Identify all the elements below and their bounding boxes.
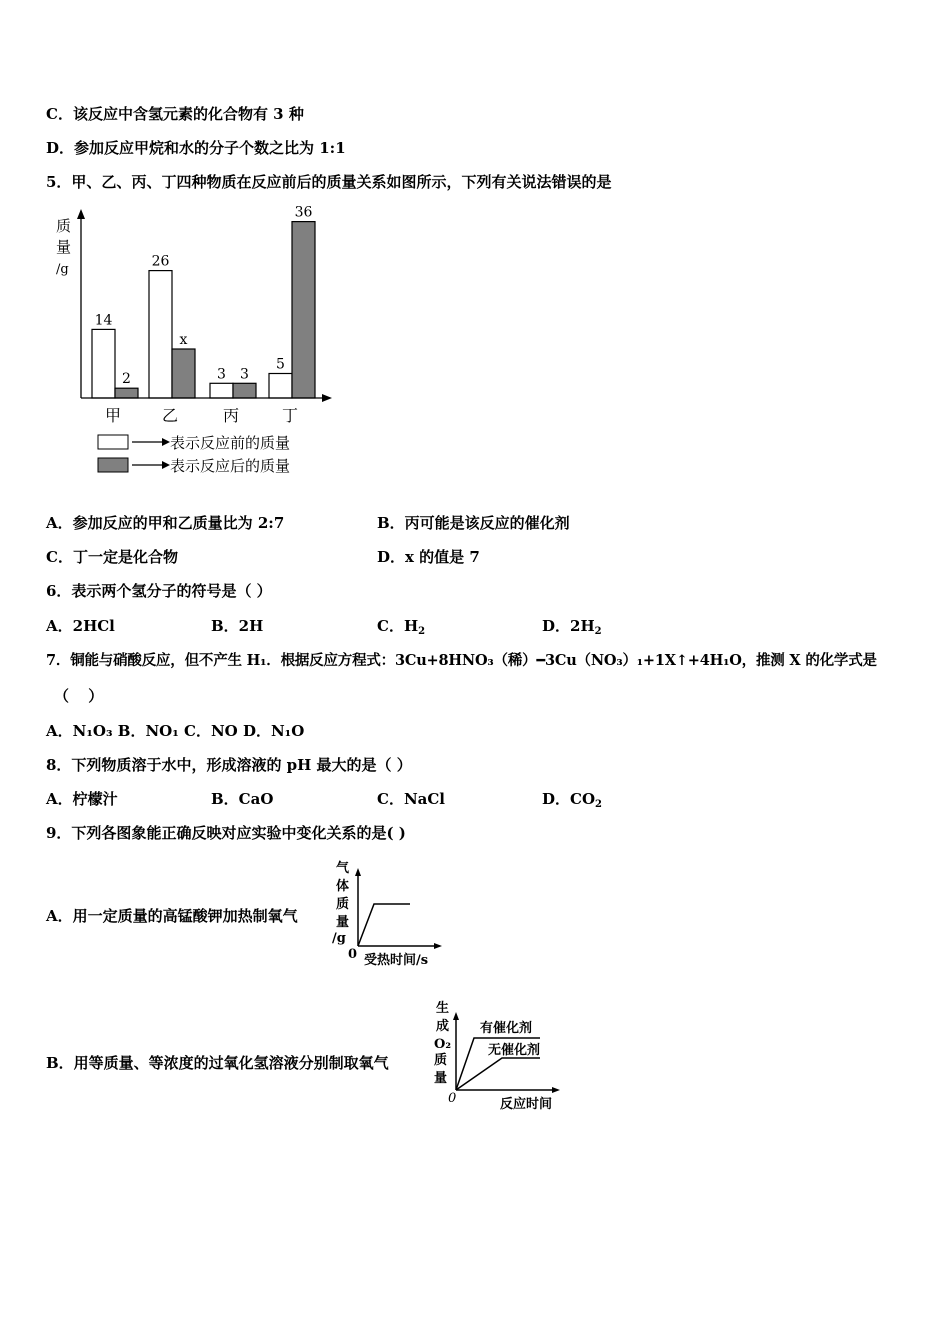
- q6-option-a: A．2HCl: [46, 617, 115, 635]
- graph-a-ylabel-4: 量: [336, 915, 350, 930]
- graph-b-ylabel-4: 质: [434, 1053, 448, 1068]
- data-label-after-4: 36: [294, 205, 313, 221]
- graph-b-x-arrow: [552, 1087, 560, 1093]
- legend-label-after: 表示反应后的质量: [170, 457, 291, 475]
- graph-a-y-arrow: [355, 868, 361, 876]
- q8-option-d: D．$CO_2$: [542, 790, 602, 810]
- y-axis-label-1: 质: [56, 217, 72, 235]
- graph-b-ylabel-3: O₂: [434, 1037, 452, 1052]
- category-label-4: 丁: [281, 406, 299, 425]
- q7-stem: 7．铜能与硝酸反应，但不产生 H₁．根据反应方程式：3Cu+8HNO₃（稀）━3Cu（NO₃）₁+1X↑+4H₁O，推测 X 的化学式是: [46, 652, 877, 669]
- q6-option-c: C．$H_2$: [377, 617, 426, 637]
- q7-paren: （ ）: [54, 687, 104, 705]
- q5-option-d: D．x 的值是 7: [377, 548, 480, 566]
- legend-swatch-after: [98, 458, 128, 472]
- graph-b-ylabel-1: 生: [436, 1001, 450, 1016]
- bar-before-4: [269, 374, 292, 399]
- data-label-before-2: 26: [151, 253, 170, 270]
- legend-arrowhead-before: [162, 438, 170, 446]
- q6-stem: 6．表示两个氢分子的符号是（ ）: [46, 582, 272, 600]
- q9-graph-a: [328, 858, 448, 970]
- graph-a-x-arrow: [434, 943, 442, 949]
- graph-b-xlabel: 反应时间: [500, 1097, 553, 1112]
- legend-arrowhead-after: [162, 461, 170, 469]
- bar-after-1: [115, 388, 138, 398]
- category-label-2: 乙: [161, 406, 179, 425]
- bar-after-4: [292, 222, 315, 398]
- q4-option-c: C．该反应中含氢元素的化合物有 3 种: [46, 105, 304, 123]
- q8-option-a: A．柠檬汁: [46, 790, 118, 808]
- data-label-after-2: x: [179, 332, 188, 348]
- bar-before-3: [210, 383, 233, 398]
- graph-a-ylabel-2: 体: [336, 879, 350, 894]
- legend-swatch-before: [98, 435, 128, 449]
- graph-b-curve1-label: 有催化剂: [480, 1021, 533, 1036]
- q9-option-a: A．用一定质量的高锰酸钾加热制氧气: [46, 907, 298, 925]
- q8-option-b: B．CaO: [211, 790, 274, 808]
- graph-b-curve-no-catalyst: [456, 1058, 540, 1090]
- graph-a-origin: 0: [348, 947, 358, 962]
- data-label-after-3: 3: [240, 366, 249, 383]
- data-label-before-1: 14: [94, 312, 113, 329]
- x-axis-arrow: [322, 394, 332, 402]
- category-label-1: 甲: [104, 406, 122, 425]
- q4-option-d: D．参加反应甲烷和水的分子个数之比为 1:1: [46, 139, 346, 157]
- graph-a-ylabel-1: 气: [336, 861, 350, 876]
- q6-option-d: D．$2H_2$: [542, 617, 602, 637]
- q7-options: A．N₁O₃ B．NO₁ C．NO D．N₁O: [46, 722, 305, 740]
- graph-b-ylabel-5: 量: [434, 1071, 448, 1086]
- q5-option-c: C．丁一定是化合物: [46, 548, 178, 566]
- q6-option-b: B．2H: [211, 617, 264, 635]
- bar-before-2: [149, 271, 172, 398]
- graph-a-xlabel: 受热时间/s: [364, 953, 429, 968]
- bar-before-1: [92, 329, 115, 398]
- bar-after-2: [172, 349, 195, 398]
- y-axis-label-3: /g: [56, 262, 69, 277]
- legend-label-before: 表示反应前的质量: [170, 434, 291, 452]
- q8-option-c: C．NaCl: [377, 790, 446, 808]
- graph-b-origin: 0: [448, 1091, 457, 1106]
- q8-stem: 8．下列物质溶于水中，形成溶液的 pH 最大的是（ ）: [46, 756, 412, 774]
- graph-a-ylabel-5: /g: [332, 931, 346, 946]
- q5-stem: 5．甲、乙、丙、丁四种物质在反应前后的质量关系如图所示，下列有关说法错误的是: [46, 173, 612, 191]
- graph-a-ylabel-3: 质: [336, 897, 350, 912]
- q9-graph-b: [428, 998, 568, 1118]
- graph-a-curve: [358, 904, 410, 946]
- q5-bar-chart: [50, 205, 350, 485]
- data-label-before-3: 3: [217, 366, 226, 383]
- category-label-3: 丙: [222, 406, 240, 425]
- q9-option-b: B．用等质量、等浓度的过氧化氢溶液分别制取氧气: [46, 1054, 389, 1072]
- graph-b-ylabel-2: 成: [436, 1019, 450, 1034]
- q9-stem: 9．下列各图象能正确反映对应实验中变化关系的是( ): [46, 824, 406, 842]
- y-axis-arrow: [77, 209, 85, 219]
- q5-option-a: A．参加反应的甲和乙质量比为 2:7: [46, 514, 285, 532]
- graph-b-y-arrow: [453, 1012, 459, 1020]
- q5-option-b: B．丙可能是该反应的催化剂: [377, 514, 570, 532]
- graph-b-curve2-label: 无催化剂: [488, 1043, 541, 1058]
- data-label-before-4: 5: [276, 356, 285, 373]
- data-label-after-1: 2: [122, 371, 131, 388]
- bar-after-3: [233, 383, 256, 398]
- y-axis-label-2: 量: [56, 238, 72, 256]
